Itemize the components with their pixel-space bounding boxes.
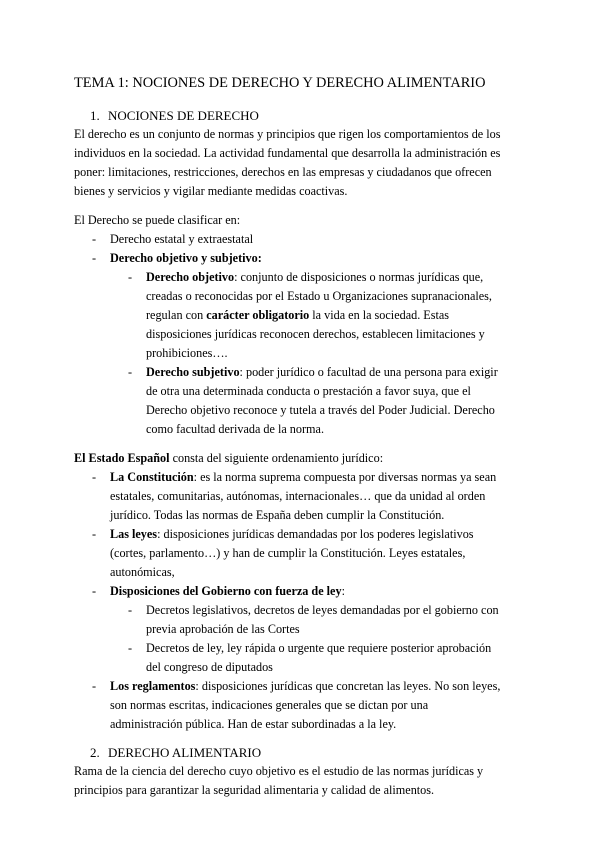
subjetivo-line-1: Derecho subjetivo: poder jurídico o facultad de una persona para exigir xyxy=(146,365,498,379)
decretos-ley-line-1: Decretos de ley, ley rápida o urgente que requiere posterior aprobación xyxy=(146,641,492,655)
objetivo-line-2: creadas o reconocidas por el Estado u Organizaciones supranacionales, xyxy=(146,289,492,303)
intro-line-4: bienes y servicios y vigilar mediante medidas coactivas. xyxy=(74,184,348,198)
alimentario-line-2: principios para garantizar la seguridad alimentaria y calidad de alimentos. xyxy=(74,783,435,797)
estado-intro: El Estado Español consta del siguiente ordenamiento jurídico: xyxy=(74,451,384,465)
intro-line-3: poner: limitaciones, restricciones, derechos en las empresas y ciudadanos que ofrecen xyxy=(74,165,492,179)
disposiciones-heading: Disposiciones del Gobierno con fuerza de ley: xyxy=(110,584,345,598)
intro-line-2: individuos en la sociedad. La actividad fundamental que desarrolla la administración es xyxy=(74,146,501,160)
decretos-ley-line-2: del congreso de diputados xyxy=(146,660,273,674)
objetivo-line-5: prohibiciones…. xyxy=(146,346,228,360)
reglamentos-line-1: Los reglamentos: disposiciones jurídicas que concretan las leyes. No son leyes, xyxy=(110,679,501,693)
leyes-line-2: (cortes, parlamento…) y han de cumplir la Constitución. Leyes estatales, xyxy=(110,546,466,560)
bullet-dash: - xyxy=(92,679,97,693)
list-item-estatal: Derecho estatal y extraestatal xyxy=(110,232,254,246)
objetivo-line-4: disposiciones jurídicas reconocen derechos, establecen limitaciones y xyxy=(146,327,485,341)
bullet-dash: - xyxy=(128,641,133,655)
bullet-dash: - xyxy=(92,232,97,246)
bullet-dash: - xyxy=(92,251,97,265)
subjetivo-line-3: Derecho objetivo reconoce y tutela a través del Poder Judicial. Derecho xyxy=(146,403,495,417)
objetivo-line-3: regulan con carácter obligatorio la vida en la sociedad. Estas xyxy=(146,308,450,322)
section-2-number: 2. xyxy=(90,745,100,760)
constitucion-line-1: La Constitución: es la norma suprema compuesta por diversas normas ya sean xyxy=(110,470,497,484)
classify-intro: El Derecho se puede clasificar en: xyxy=(74,213,241,227)
reglamentos-line-3: administración pública. Han de estar subordinadas a la ley. xyxy=(110,717,397,731)
leyes-line-3: autonómicas, xyxy=(110,565,175,579)
list-item-objetivo-subjetivo: Derecho objetivo y subjetivo: xyxy=(110,251,262,265)
bullet-dash: - xyxy=(128,603,133,617)
section-1-heading: NOCIONES DE DERECHO xyxy=(108,108,259,123)
bullet-dash: - xyxy=(92,527,97,541)
subjetivo-line-4: como facultad derivada de la norma. xyxy=(146,422,324,436)
constitucion-line-2: estatales, comunitarias, autónomas, internacionales… que da unidad al orden xyxy=(110,489,486,503)
section-1-number: 1. xyxy=(90,108,100,123)
constitucion-line-3: jurídico. Todas las normas de España deben cumplir la Constitución. xyxy=(110,508,445,522)
bullet-dash: - xyxy=(128,365,133,379)
subjetivo-line-2: de otra una determinada conducta o prestación a favor suya, que el xyxy=(146,384,471,398)
decretos-legislativos-line-1: Decretos legislativos, decretos de leyes demandadas por el gobierno con xyxy=(146,603,499,617)
alimentario-line-1: Rama de la ciencia del derecho cuyo objetivo es el estudio de las normas jurídicas y xyxy=(74,764,484,778)
section-2-heading: DERECHO ALIMENTARIO xyxy=(108,745,262,760)
decretos-legislativos-line-2: previa aprobación de las Cortes xyxy=(146,622,300,636)
bullet-dash: - xyxy=(92,584,97,598)
bullet-dash: - xyxy=(128,270,133,284)
reglamentos-line-2: son normas escritas, indicaciones generales que se dictan por una xyxy=(110,698,429,712)
leyes-line-1: Las leyes: disposiciones jurídicas demandadas por los poderes legislativos xyxy=(110,527,474,541)
document-title: TEMA 1: NOCIONES DE DERECHO Y DERECHO ALIMENTARIO xyxy=(74,75,486,91)
intro-line-1: El derecho es un conjunto de normas y principios que rigen los comportamientos de los xyxy=(74,127,501,141)
bullet-dash: - xyxy=(92,470,97,484)
objetivo-line-1: Derecho objetivo: conjunto de disposiciones o normas jurídicas que, xyxy=(146,270,484,284)
